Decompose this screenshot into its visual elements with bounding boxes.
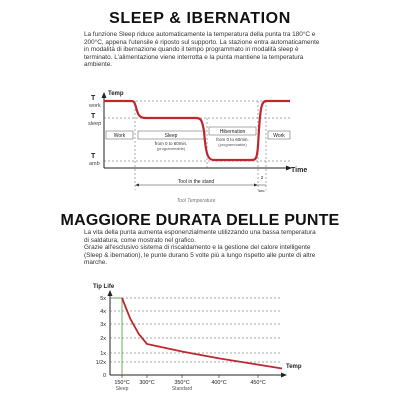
y-tick-label: 3x	[100, 322, 106, 328]
tip-life-description	[84, 229, 320, 267]
tip-life-xlabel: Temp	[286, 364, 302, 370]
t-sleep-sub: sleep	[88, 121, 102, 127]
stand-arrow-left	[135, 184, 139, 187]
recovery-label: 2	[260, 175, 264, 180]
sleep-paragraph: La funzione Sleep riduce automaticamente la temperatura della punta tra 180°C e 200°C, appena l'utensile è riposto sul supporto. La stazione entra automaticamente in modalità di ibernazione quando il tempo programmato in modalità sleep è terminato. L'alimentazione viene interrotta e la punta mantiene la temperatura ambiente.	[84, 31, 320, 69]
y-tick-label: 5x	[100, 296, 106, 302]
tool-temperature-diagram	[0, 86, 400, 206]
diagram-caption: Tool Temperature	[176, 198, 216, 204]
x-sublabel: Sleep	[115, 386, 129, 392]
section1-title: SLEEP & IBERNATION	[109, 10, 291, 27]
work-label-right: Work	[273, 133, 285, 139]
sleep-description	[84, 31, 320, 69]
diagram-y-arrow	[102, 92, 107, 98]
tip-life-paragraph-2: Grazie all'esclusivo sistema di riscaldamento e la gestione del calore intelligente (Sleep & ibernation), le punte durano 5 volte più a lungo rispetto alle punte di altre marche.	[84, 244, 316, 267]
tool-temperature-curve	[104, 101, 290, 160]
tip-life-ylabel: Tip Life	[93, 284, 115, 290]
section2-title: MAGGIORE DURATA DELLE PUNTE	[60, 212, 340, 229]
recovery-unit: sec.	[258, 188, 266, 193]
x-tick-label: 300°C	[139, 380, 155, 386]
tip-life-curve	[122, 298, 282, 369]
t-work-label: T	[91, 95, 96, 102]
y-tick-label: 0	[102, 373, 106, 379]
hibernation-desc: from 0 to 60min.	[216, 137, 249, 142]
t-work-sub: work	[89, 103, 101, 109]
t-sleep-label: T	[91, 113, 96, 120]
y-tick-label: 2x	[100, 336, 106, 342]
y-tick-label: 1/2x	[95, 360, 106, 366]
diagram-temp-label: Temp	[108, 91, 124, 97]
sleep-prog: (programmable)	[156, 146, 186, 151]
tip-life-y-arrow	[108, 290, 113, 296]
work-label-left: Work	[113, 133, 126, 139]
y-tick-label: 4x	[100, 309, 106, 315]
stand-label: Tool in the stand	[177, 179, 215, 185]
x-tick-label: 150°C	[114, 380, 130, 386]
tip-life-paragraph-1: La vita della punta aumenta esponenzialmente utilizzando una bassa temperatura di saldatura, come mostrato nel grafico.	[84, 229, 316, 244]
hibernation-label: Hibernation	[219, 129, 246, 135]
x-tick-label: 400°C	[211, 380, 227, 386]
y-tick-label: 1x	[100, 351, 106, 357]
x-tick-label: 450°C	[250, 380, 266, 386]
t-amb-sub: amb	[89, 161, 100, 167]
hibernation-prog: (programmable)	[218, 142, 247, 147]
t-amb-label: T	[91, 153, 96, 160]
stand-arrow-right	[254, 184, 258, 187]
x-tick-label: 350°C	[174, 380, 190, 386]
tip-life-x-arrow	[281, 373, 287, 378]
tip-life-chart	[0, 286, 400, 400]
diagram-time-label: Time	[291, 167, 308, 174]
sleep-desc: from 0 to 60min.	[154, 141, 188, 146]
x-sublabel: Standard	[171, 386, 193, 392]
sleep-label: Sleep	[164, 133, 178, 139]
